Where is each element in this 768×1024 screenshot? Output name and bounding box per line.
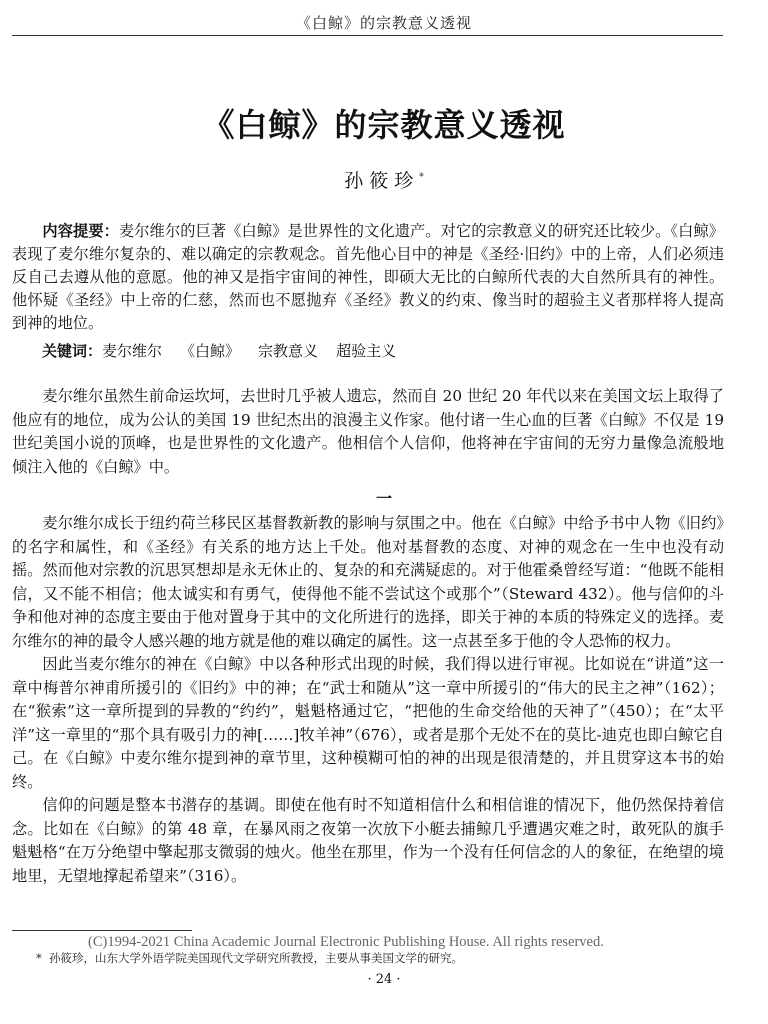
page-number: · 24 ·	[367, 972, 401, 987]
keyword: 麦尔维尔	[102, 342, 163, 360]
footnote-text: 孙筱珍，山东大学外语学院美国现代文学研究所教授，主要从事美国文学的研究。	[49, 951, 464, 965]
author-name: 孙筱珍	[344, 170, 420, 192]
abstract	[12, 220, 724, 335]
body-paragraph: 麦尔维尔成长于纽约荷兰移民区基督教新教的影响与氛围之中。他在《白鲸》中给予书中人物《旧约》的名字和属性，和《圣经》有关系的地方达上千处。他对基督教的态度、对神的观念在一生中也没有动摇。然而他对宗教的沉思冥想却是永无休止的、复杂的和充满疑虑的。对于他霍桑曾经写道：“他既不能相信，又不能不相信；他太诚实和有勇气，使得他不能不尝试这个或那个”（Steward 432）。他与信仰的斗争和他对神的态度主要由于他对置身于其中的文化所进行的选择，即关于神的本质的特殊定义的选择。麦尔维尔的神的最令人感兴趣的地方就是他的难以确定的属性。这一点甚至多于他的令人恐怖的权力。	[12, 514, 724, 650]
running-header: 《白鲸》的宗教意义透视	[295, 14, 472, 32]
keyword: 超验主义	[336, 342, 397, 360]
author-footnote-mark: *	[419, 172, 424, 183]
keywords	[12, 340, 724, 363]
footnote-rule	[12, 930, 192, 931]
author-footnote	[36, 950, 463, 966]
author-line	[0, 166, 768, 193]
abstract-text: 麦尔维尔的巨著《白鲸》是世界性的文化遗产。对它的宗教意义的研究还比较少。《白鲸》表现了麦尔维尔复杂的、难以确定的宗教观念。首先他心目中的神是《圣经·旧约》中的上帝，人们必须违反自己去遵从他的意愿。他的神又是指宇宙间的神性，即硕大无比的白鲸所代表的大自然所具有的神性。他怀疑《圣经》中上帝的仁慈，然而也不愿抛弃《圣经》教义的约束、像当时的超验主义者那样将人提高到神的地位。	[12, 222, 724, 332]
article-title: 《白鲸》的宗教意义透视	[202, 106, 566, 144]
section-number: 一	[375, 489, 392, 508]
keywords-label: 关键词：	[42, 342, 103, 360]
body-text	[12, 512, 724, 888]
intro-paragraph: 麦尔维尔虽然生前命运坎坷，去世时几乎被人遗忘，然而自 20 世纪 20 年代以来在美国文坛上取得了他应有的地位，成为公认的美国 19 世纪杰出的浪漫主义作家。他付诸一生心血的巨著《白鲸》不仅是 19 世纪美国小说的顶峰，也是世界性的文化遗产。他相信个人信仰，他将神在宇宙间的无穷力量像急流般地倾注入他的《白鲸》中。	[12, 387, 724, 476]
keyword: 《白鲸》	[180, 342, 241, 360]
keyword: 宗教意义	[258, 342, 319, 360]
body-paragraph: 信仰的问题是整本书潜存的基调。即使在他有时不知道相信什么和相信谁的情况下，他仍然保持着信念。比如在《白鲸》的第 48 章，在暴风雨之夜第一次放下小艇去捕鲸几乎遭遇灾难之时，敢死队的旗手魁魁格“在万分绝望中擎起那支微弱的烛火。他坐在那里，作为一个没有任何信念的人的象征，在绝望的境地里，无望地撑起希望来”（316）。	[12, 796, 724, 885]
footnote-mark: *	[36, 951, 42, 965]
body-paragraph: 因此当麦尔维尔的神在《白鲸》中以各种形式出现的时候，我们得以进行审视。比如说在“讲道”这一章中梅普尔神甫所援引的《旧约》中的神；在“武士和随从”这一章中所援引的“伟大的民主之神”（162）；在“猴索”这一章所提到的异教的“约约”，魁魁格通过它，“把他的生命交给他的天神了”（450）；在“太平洋”这一章里的“那个具有吸引力的神[……]牧羊神”（676），或者是那个无处不在的莫比-迪克也即白鲸它自己。在《白鲸》中麦尔维尔提到神的章节里，这种模糊可怕的神的出现是很清楚的，并且贯穿这本书的始终。	[12, 655, 724, 791]
abstract-label: 内容提要：	[42, 222, 119, 240]
copyright-notice: (C)1994-2021 China Academic Journal Electronic Publishing House. All rights reserved.	[88, 934, 604, 950]
header-rule	[12, 35, 723, 36]
